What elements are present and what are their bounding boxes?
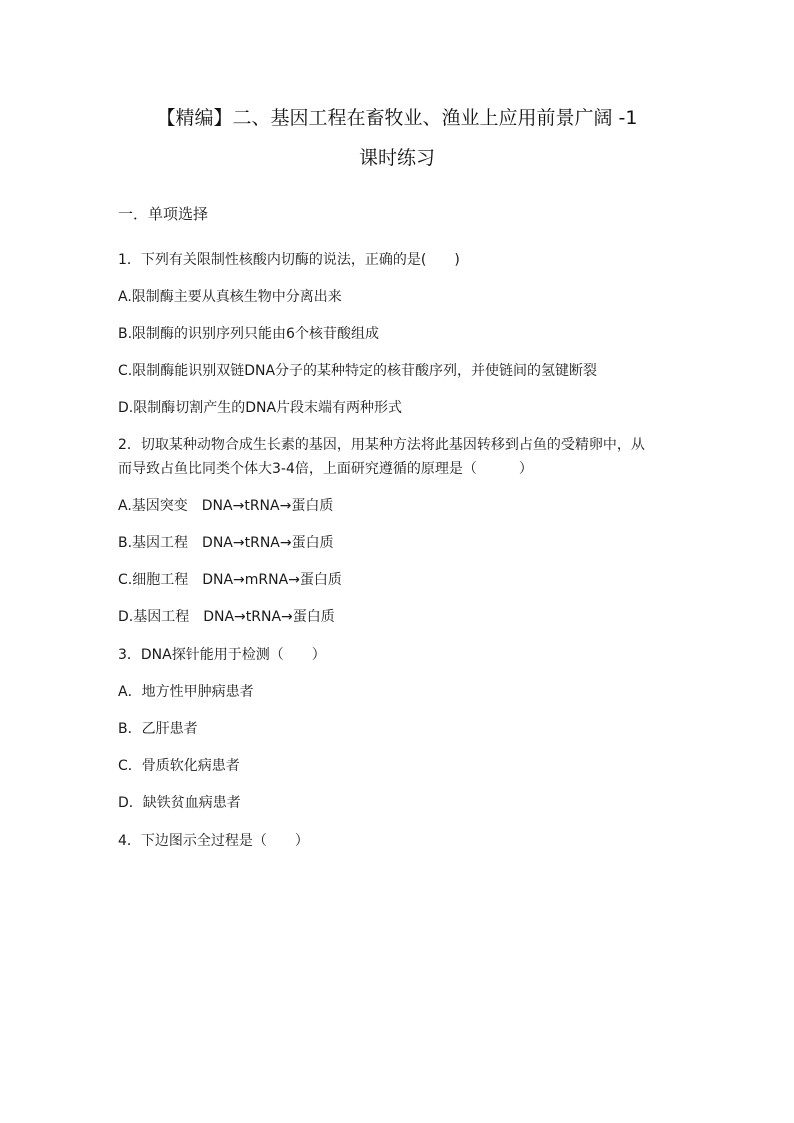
question-1-stem: 1．下列有关限制性核酸内切酶的说法，正确的是( ) [118,252,460,268]
question-2-option-d: D.基因工程 DNA→tRNA→蛋白质 [118,609,335,625]
question-2-option-c: C.细胞工程 DNA→mRNA→蛋白质 [118,572,342,588]
question-1-option-d: D.限制酶切割产生的DNA片段末端有两种形式 [118,400,403,416]
document-title-line-2: 课时练习 [358,147,435,169]
question-2-option-b: B.基因工程 DNA→tRNA→蛋白质 [118,535,334,551]
question-2-stem-line-2: 而导致占鱼比同类个体大3-4倍，上面研究遵循的原理是（ ） [118,461,533,477]
question-1-option-b: B.限制酶的识别序列只能由6个核苷酸组成 [118,326,379,342]
question-2-option-a: A.基因突变 DNA→tRNA→蛋白质 [118,498,334,514]
question-1-option-a: A.限制酶主要从真核生物中分离出来 [118,289,342,305]
question-3-option-b: B．乙肝患者 [118,721,198,737]
document-title-line-1: 【精编】二、基因工程在畜牧业、渔业上应用前景广阔 -1 [156,107,638,129]
question-4-stem: 4．下边图示全过程是（ ） [118,833,309,849]
question-3-option-a: A．地方性甲肿病患者 [118,684,254,700]
question-1-option-c: C.限制酶能识别双链DNA分子的某种特定的核苷酸序列，并使链间的氢键断裂 [118,363,598,379]
question-2-stem-line-1: 2．切取某种动物合成生长素的基因，用某种方法将此基因转移到占鱼的受精卵中，从 [118,437,645,453]
question-3-option-c: C．骨质软化病患者 [118,758,240,774]
question-3-option-d: D．缺铁贫血病患者 [118,795,241,811]
section-heading: 一．单项选择 [118,205,209,223]
question-3-stem: 3．DNA探针能用于检测（ ） [118,647,326,663]
